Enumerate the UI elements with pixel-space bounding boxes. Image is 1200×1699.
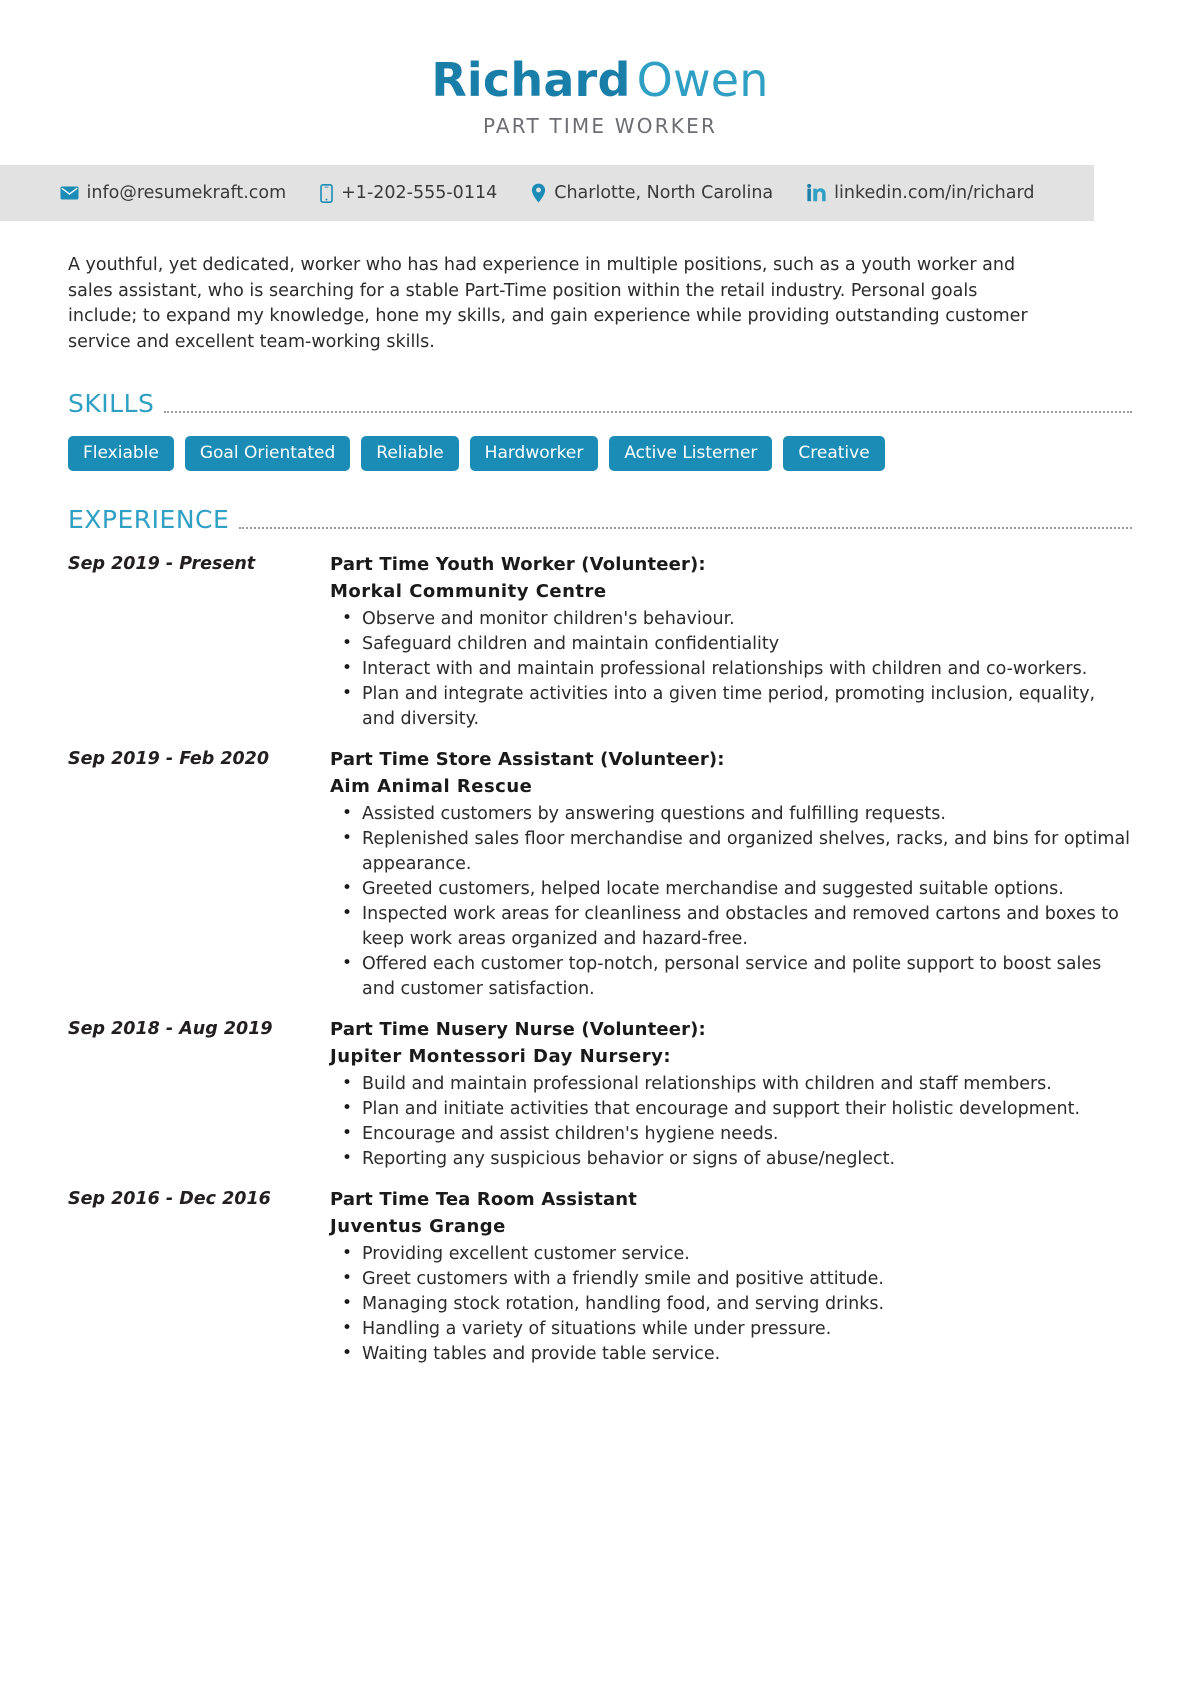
experience-bullet: • Waiting tables and provide table service.: [362, 1342, 1132, 1367]
skills-section: [68, 389, 1132, 471]
experience-date: Sep 2016 - Dec 2016: [68, 1189, 271, 1209]
skill-chip: Active Listerner: [609, 436, 772, 471]
experience-details: [330, 551, 1132, 732]
resume-header: [0, 0, 1200, 138]
section-divider: [239, 527, 1132, 529]
email-icon: [60, 186, 79, 200]
skills-section-title: SKILLS: [68, 389, 155, 418]
contact-phone[interactable]: [320, 183, 497, 203]
experience-bullet: • Assisted customers by answering questions and fulfilling requests.: [362, 802, 1132, 827]
experience-bullet: • Managing stock rotation, handling food, and serving drinks.: [362, 1292, 1132, 1317]
experience-bullet: • Encourage and assist children's hygiene needs.: [362, 1122, 1132, 1147]
experience-organization: Juventus Grange: [330, 1216, 506, 1237]
experience-role: Part Time Nusery Nurse (Volunteer):: [330, 1019, 706, 1040]
experience-details: [330, 1016, 1132, 1172]
skills-section-head: [68, 389, 1132, 419]
experience-item: [68, 746, 1132, 1002]
experience-bullets: [330, 607, 1132, 732]
candidate-name: [0, 52, 1200, 108]
experience-bullets: [330, 802, 1132, 1002]
experience-date: Sep 2019 - Feb 2020: [68, 749, 270, 769]
experience-bullet: • Replenished sales floor merchandise and organized shelves, racks, and bins for optimal appearance.: [362, 827, 1132, 877]
skill-chip: Hardworker: [470, 436, 599, 471]
contact-phone-text: +1-202-555-0114: [341, 183, 498, 203]
contact-email[interactable]: [60, 183, 287, 203]
experience-bullet: • Safeguard children and maintain confidentiality: [362, 632, 1132, 657]
skill-chip: Flexiable: [68, 436, 174, 471]
experience-bullets: [330, 1072, 1132, 1172]
candidate-job-title: PART TIME WORKER: [482, 114, 718, 138]
experience-section-title: EXPERIENCE: [68, 505, 230, 534]
contact-location[interactable]: [531, 183, 773, 203]
experience-item: [68, 1186, 1132, 1367]
experience-bullet: • Interact with and maintain professional relationships with children and co-workers.: [362, 657, 1132, 682]
candidate-last-name: Owen: [636, 53, 769, 107]
resume-content: [0, 253, 1200, 1367]
experience-list: [68, 551, 1132, 1367]
contact-email-text: info@resumekraft.com: [86, 183, 287, 203]
experience-role: Part Time Store Assistant (Volunteer):: [330, 749, 725, 770]
skills-list: [68, 436, 1132, 471]
contact-linkedin[interactable]: [807, 183, 1034, 203]
experience-details: [330, 1186, 1132, 1367]
experience-bullets: [330, 1242, 1132, 1367]
experience-section: [68, 505, 1132, 1367]
location-pin-icon: [531, 183, 546, 203]
experience-details: [330, 746, 1132, 1002]
contact-bar: [0, 165, 1094, 221]
contact-linkedin-text: linkedin.com/in/richard: [834, 183, 1035, 203]
experience-item: [68, 1016, 1132, 1172]
experience-role: Part Time Tea Room Assistant: [330, 1189, 638, 1210]
experience-organization: Jupiter Montessori Day Nursery:: [330, 1046, 672, 1067]
experience-bullet: • Plan and initiate activities that encourage and support their holistic development.: [362, 1097, 1132, 1122]
professional-summary: A youthful, yet dedicated, worker who has had experience in multiple positions, such as a youth worker and sales assistant, who is searching for a stable Part-Time position within the retail industry. Personal goals include; to expand my knowledge, hone my skills, and gain experience while providing outstanding customer service and excellent team-working skills.: [68, 255, 1028, 352]
experience-bullet: • Offered each customer top-notch, personal service and polite support to boost sales and customer satisfaction.: [362, 952, 1132, 1002]
experience-organization: Aim Animal Rescue: [330, 776, 533, 797]
experience-bullet: • Reporting any suspicious behavior or signs of abuse/neglect.: [362, 1147, 1132, 1172]
phone-icon: [320, 184, 333, 203]
experience-bullet: • Plan and integrate activities into a given time period, promoting inclusion, equality, and diversity.: [362, 682, 1132, 732]
experience-bullet: • Greet customers with a friendly smile and positive attitude.: [362, 1267, 1132, 1292]
experience-role: Part Time Youth Worker (Volunteer):: [330, 554, 706, 575]
experience-bullet: • Handling a variety of situations while under pressure.: [362, 1317, 1132, 1342]
experience-date: Sep 2018 - Aug 2019: [68, 1019, 273, 1039]
skill-chip: Reliable: [361, 436, 458, 471]
experience-item: [68, 551, 1132, 732]
experience-organization: Morkal Community Centre: [330, 581, 607, 602]
experience-bullet: • Inspected work areas for cleanliness and obstacles and removed cartons and boxes to keep work areas organized and hazard-free.: [362, 902, 1132, 952]
section-divider: [164, 411, 1132, 413]
skill-chip: Goal Orientated: [185, 436, 350, 471]
experience-bullet: • Providing excellent customer service.: [362, 1242, 1132, 1267]
experience-bullet: • Observe and monitor children's behaviour.: [362, 607, 1132, 632]
contact-location-text: Charlotte, North Carolina: [554, 183, 774, 203]
candidate-first-name: Richard: [431, 53, 631, 107]
experience-section-head: [68, 505, 1132, 535]
experience-bullet: • Greeted customers, helped locate merchandise and suggested suitable options.: [362, 877, 1132, 902]
skill-chip: Creative: [783, 436, 884, 471]
experience-date: Sep 2019 - Present: [68, 554, 256, 574]
linkedin-icon: [807, 184, 826, 202]
experience-bullet: • Build and maintain professional relationships with children and staff members.: [362, 1072, 1132, 1097]
